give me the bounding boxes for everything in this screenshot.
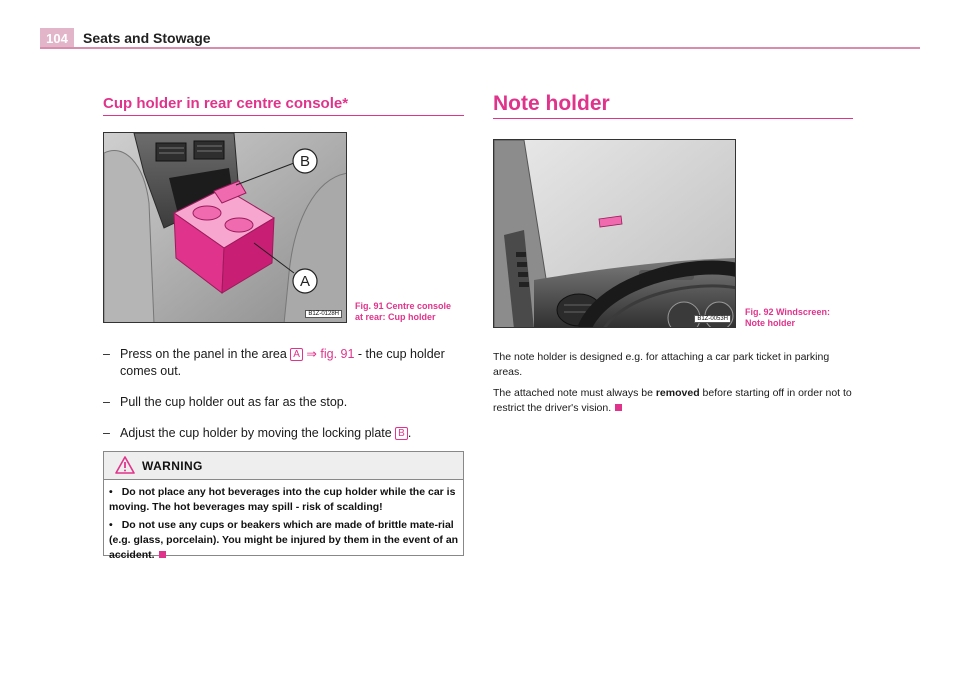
cup-holder-illustration	[103, 132, 347, 323]
figure-92-caption: Fig. 92 Windscreen: Note holder	[745, 307, 830, 328]
key-b-badge: B	[395, 427, 408, 440]
figure-91-caption: Fig. 91 Centre console at rear: Cup holder	[355, 301, 452, 322]
cup-holder-drawing	[104, 133, 347, 323]
step-2: – Pull the cup holder out as far as the stop.	[103, 395, 348, 409]
warning-item-1: • Do not place any hot beverages into the cup holder while the car is moving. The hot beverages may spill - risk of scalding!	[109, 486, 456, 513]
warning-triangle-icon	[115, 456, 135, 474]
note-holder-heading-rule	[493, 118, 853, 119]
note-holder-paragraph-2: The attached note must always be removed before starting off in order not to restrict the driver's vision.	[493, 387, 852, 414]
note-holder-heading: Note holder	[493, 92, 610, 115]
cup-holder-heading: Cup holder in rear centre console*	[103, 95, 349, 112]
step-3: – Adjust the cup holder by moving the locking plate B .	[103, 426, 412, 440]
warning-label: WARNING	[142, 459, 203, 473]
warning-text	[109, 485, 461, 566]
figure-92-code: B1Z-0053H	[694, 315, 731, 323]
running-header: Seats and Stowage	[83, 30, 211, 46]
cup-holder-heading-rule	[103, 115, 464, 116]
step-1: – Press on the panel in the area A ⇒ fig. 91 - the cup holder comes out.	[103, 347, 445, 378]
warning-header	[104, 452, 463, 480]
fig-91-link[interactable]: ⇒ fig. 91	[306, 347, 355, 361]
cup-holder-steps	[103, 346, 465, 456]
header-divider	[40, 47, 920, 49]
callout-a-label: A	[299, 273, 311, 290]
note-holder-drawing	[494, 140, 736, 328]
warning-item-2: • Do not use any cups or beakers which are made of brittle mate-rial (e.g. glass, porcelain). You might be injured by them in the event of an accident.	[109, 519, 459, 561]
page-number: 104	[40, 28, 74, 48]
note-holder-illustration	[493, 139, 736, 328]
key-a-badge: A	[290, 348, 303, 361]
note-holder-text	[493, 350, 853, 422]
end-square-icon	[159, 551, 166, 558]
note-holder-paragraph-1: The note holder is designed e.g. for attaching a car park ticket in parking areas.	[493, 351, 830, 378]
warning-box	[103, 451, 464, 561]
figure-91-code: B1Z-0128H	[305, 310, 342, 318]
end-square-icon	[615, 404, 622, 411]
callout-b-label: B	[299, 153, 311, 170]
